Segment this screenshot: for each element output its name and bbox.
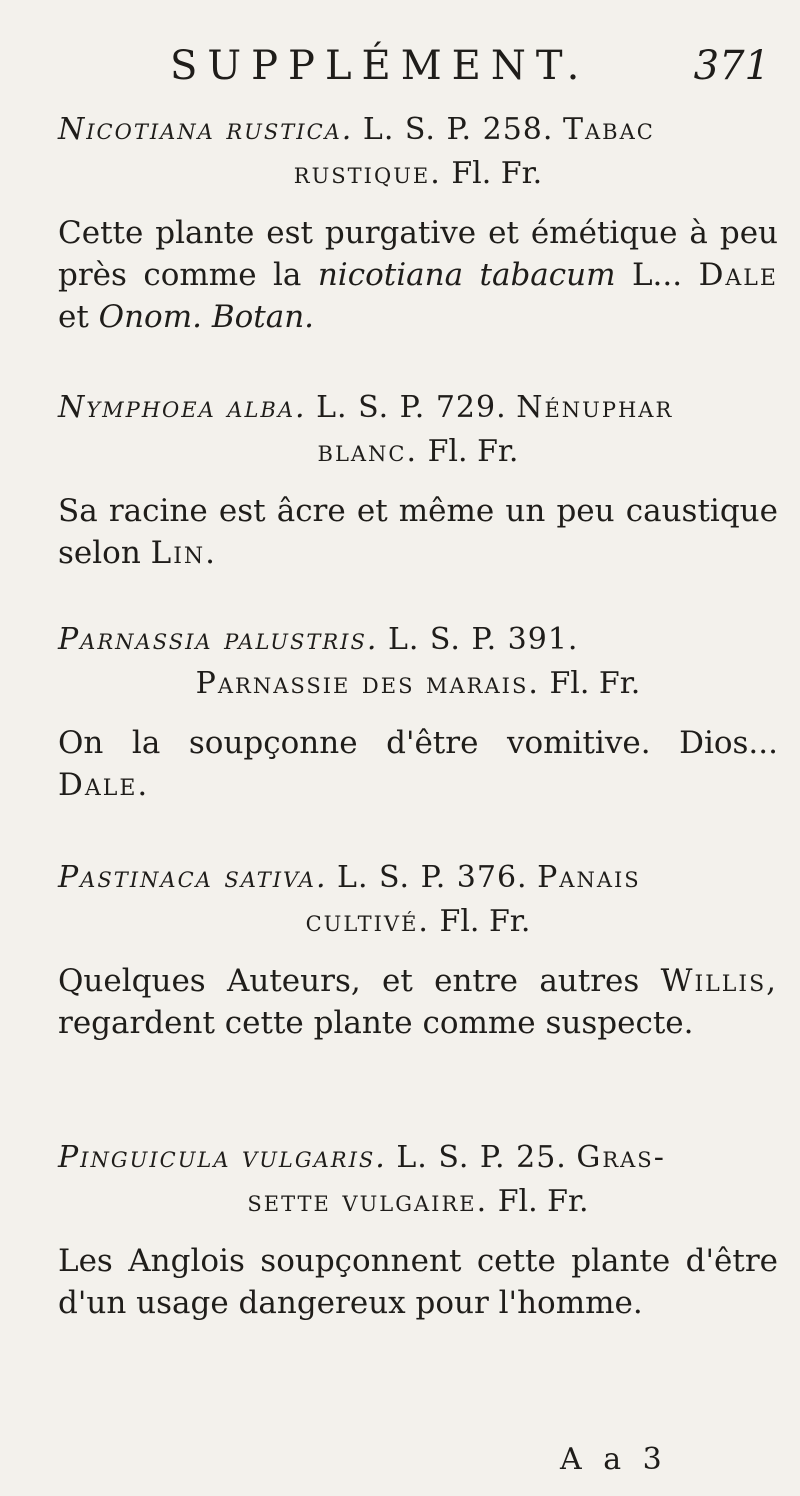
signature-mark: A a 3: [560, 1442, 668, 1477]
entry-nicotiana: [58, 110, 778, 338]
heading-second-line: blanc. Fl. Fr.: [317, 434, 519, 469]
entry-text: Sa racine est âcre et même un peu caustique selon Lin.: [58, 493, 778, 571]
french-name: Panais: [537, 860, 641, 895]
latin-name: Pastinaca sativa.: [58, 860, 328, 895]
french-name: Nénuphar: [516, 390, 674, 425]
heading-second-line: cultivé. Fl. Fr.: [305, 904, 531, 939]
heading-second-line: Parnassie des marais. Fl. Fr.: [195, 666, 641, 701]
entry-heading: [58, 1138, 778, 1222]
entry-heading: [58, 110, 778, 194]
heading-second-line: sette vulgaire. Fl. Fr.: [247, 1184, 589, 1219]
latin-name: Nymphoea alba.: [58, 390, 307, 425]
latin-name: Nicotiana rustica.: [58, 112, 354, 147]
running-head-title: SUPPLÉMENT.: [170, 43, 590, 89]
linnaeus-reference: L. S. P. 258.: [362, 112, 554, 147]
entry-text: Les Anglois soupçonnent cette plante d'être d'un usage dangereux pour l'homme.: [58, 1243, 778, 1321]
linnaeus-reference: L. S. P. 376.: [337, 860, 528, 895]
entry-parnassia: [58, 620, 778, 806]
entry-pastinaca: [58, 858, 778, 1044]
page-number: 371: [693, 43, 770, 89]
entry-nymphoea: [58, 388, 778, 574]
french-name: Tabac: [562, 112, 655, 147]
latin-name: Pinguicula vulgaris.: [58, 1140, 387, 1175]
entry-text: Cette plante est purgative et émétique à peu près comme la nicotiana tabacum L... Dale et Onom. Botan.: [58, 215, 778, 335]
entry-heading: [58, 620, 778, 704]
entry-text: On la soupçonne d'être vomitive. Dios... Dale.: [58, 725, 778, 803]
entry-heading: [58, 858, 778, 942]
running-head: [170, 43, 770, 89]
heading-second-line: rustique. Fl. Fr.: [293, 156, 543, 191]
entry-text: Quelques Auteurs, et entre autres Willis, regardent cette plante comme suspecte.: [58, 963, 778, 1041]
linnaeus-reference: L. S. P. 25.: [396, 1140, 567, 1175]
linnaeus-reference: L. S. P. 391.: [387, 622, 579, 657]
french-name: Gras-: [576, 1140, 666, 1175]
linnaeus-reference: L. S. P. 729.: [316, 390, 507, 425]
entry-heading: [58, 388, 778, 472]
entry-pinguicula: [58, 1138, 778, 1324]
latin-name: Parnassia palustris.: [58, 622, 379, 657]
